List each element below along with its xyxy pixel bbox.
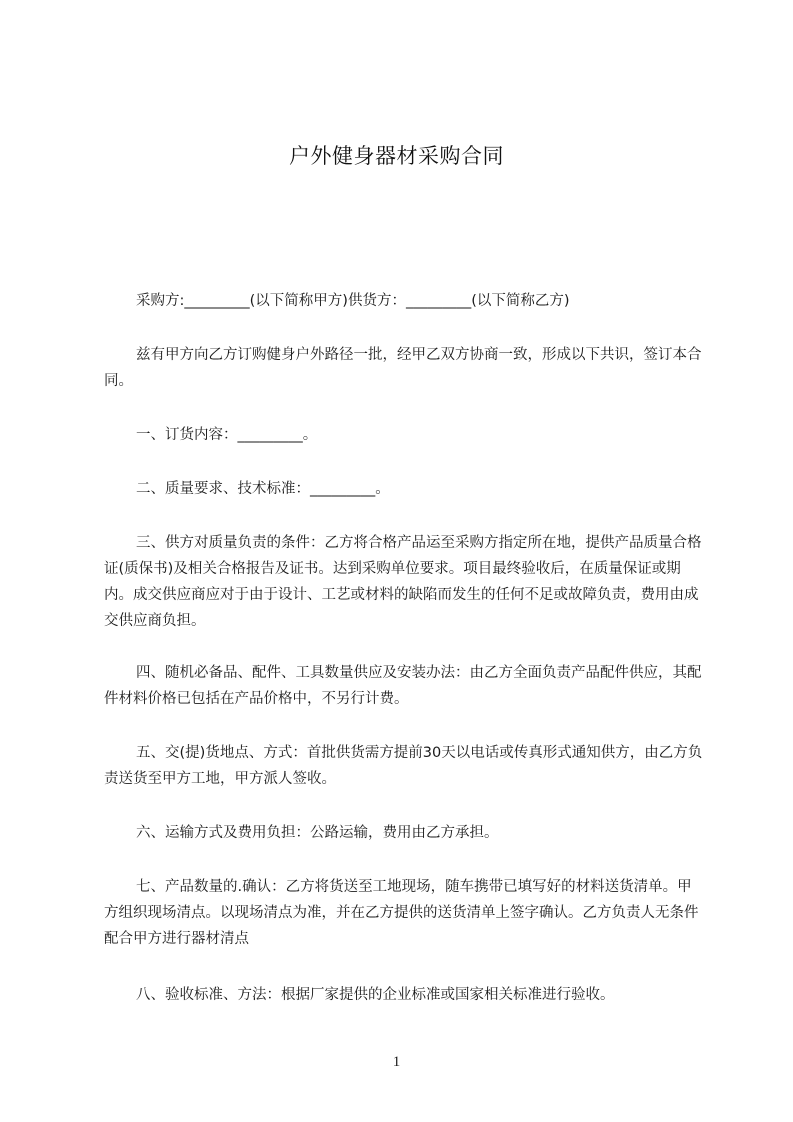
clause-5 xyxy=(104,740,704,792)
intro-paragraph xyxy=(104,342,704,394)
clause-1 xyxy=(104,422,704,448)
clause-text: 七、产品数量的.确认：乙方将货送至工地现场，随车携带已填写好的材料送货清单。甲方组织现场清点。以现场清点为准，并在乙方提供的送货清单上签字确认。乙方负责人无条件配合甲方进行器材清点 xyxy=(104,879,699,947)
clause-text: 三、供方对质量负责的条件：乙方将合格产品运至采购方指定所在地，提供产品质量合格证(质保书)及相关合格报告及证书。达到采购单位要求。项目最终验收后，在质量保证或期内。成交供应商应对于由于设计、工艺或材料的缺陷而发生的任何不足或故障负责，费用由成交供应商负担。 xyxy=(104,535,702,629)
clause-text: 五、交(提)货地点、方式：首批供货需方提前30天以电话或传真形式通知供方，由乙方负责送货至甲方工地，甲方派人签收。 xyxy=(104,745,703,787)
clause-6 xyxy=(104,820,704,846)
clause-4 xyxy=(104,660,704,712)
clause-2 xyxy=(104,476,704,502)
clause-text: 六、运输方式及费用负担：公路运输，费用由乙方承担。 xyxy=(136,825,499,841)
clause-7 xyxy=(104,874,704,952)
clause-text: 一、订货内容：_________。 xyxy=(136,427,318,443)
intro-text: 兹有甲方向乙方订购健身户外路径一批，经甲乙双方协商一致，形成以下共识，签订本合同。 xyxy=(104,347,702,389)
parties-text: 采购方:_________(以下简称甲方)供货方：_________(以下简称乙方) xyxy=(136,293,570,309)
clause-text: 二、质量要求、技术标准：_________。 xyxy=(136,481,390,497)
document-title: 户外健身器材采购合同 xyxy=(289,144,504,168)
parties-line xyxy=(104,288,704,314)
clause-8 xyxy=(104,982,704,1008)
clause-text: 八、验收标准、方法：根据厂家提供的企业标准或国家相关标准进行验收。 xyxy=(136,987,615,1003)
clause-text: 四、随机必备品、配件、工具数量供应及安装办法：由乙方全面负责产品配件供应，其配件材料价格已包括在产品价格中，不另行计费。 xyxy=(104,665,702,707)
clause-3 xyxy=(104,530,704,634)
page-number: 1 xyxy=(392,1054,401,1070)
